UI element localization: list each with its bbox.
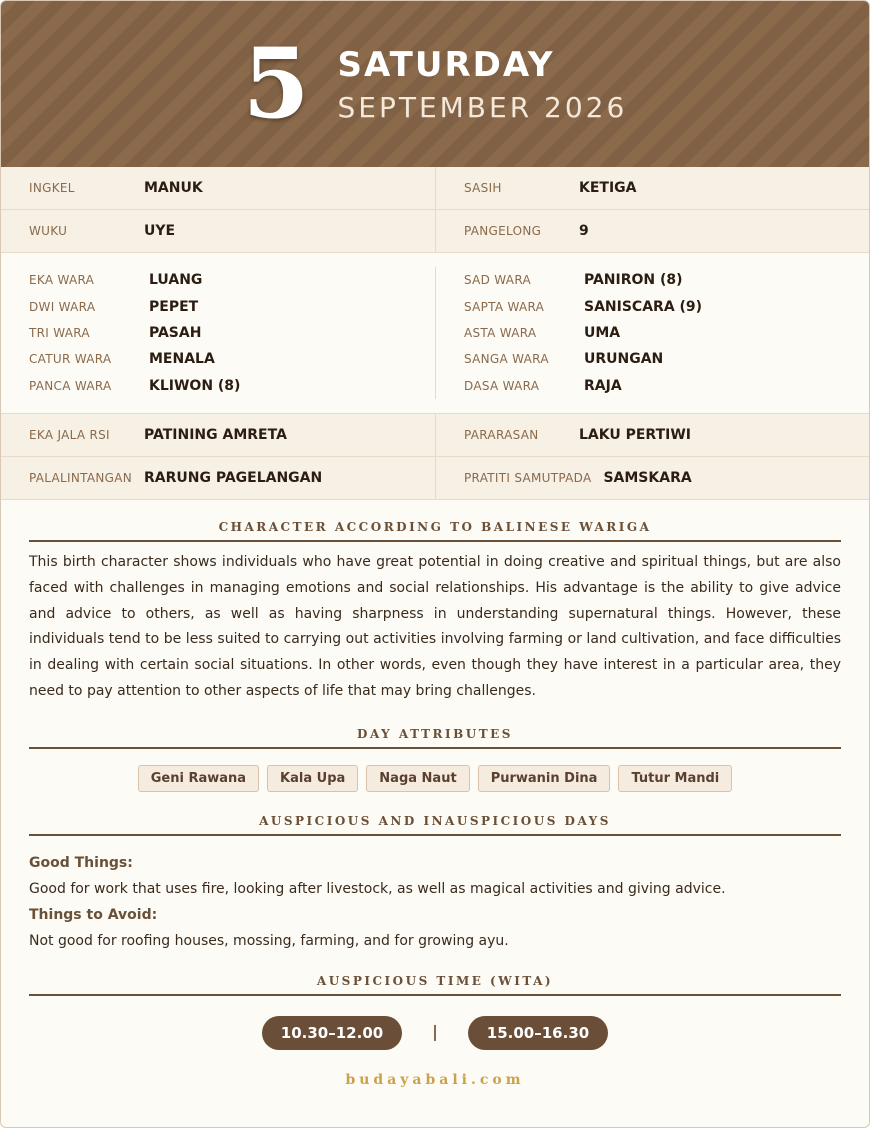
pangelong-label: PANGELONG: [464, 224, 542, 238]
pangelong-value: 9: [579, 223, 589, 239]
wara-right-column: [435, 267, 869, 399]
wara-row: DWI WARA PEPET: [29, 298, 199, 315]
wuku-value: UYE: [144, 223, 176, 239]
wara-row: SAPTA WARA SANISCARA (9): [464, 298, 703, 315]
wara-row: EKA WARA LUANG: [29, 272, 203, 289]
eka-jala-rsi-label: EKA JALA RSI: [29, 427, 110, 442]
info-row-ingkel: [1, 167, 869, 210]
avoid-text: Not good for roofing houses, mossing, farming, and for growing ayu.: [29, 932, 509, 949]
wara-row: TRI WARA PASAH: [29, 324, 202, 341]
day-name: SATURDAY: [337, 44, 555, 85]
pararasan-value: LAKU PERTIWI: [579, 426, 691, 443]
pratiti-samutpada-value: SAMSKARA: [603, 469, 692, 486]
sasih-value: KETIGA: [579, 180, 637, 196]
good-heading: Good Things:: [29, 854, 133, 871]
wara-row: ASTA WARA UMA: [464, 324, 621, 341]
site-footer: budayabali.com: [345, 1071, 525, 1088]
attributes-title: DAY ATTRIBUTES: [29, 727, 841, 749]
info-row-wuku: [1, 210, 869, 253]
wara-row: PANCA WARA KLIWON (8): [29, 377, 241, 394]
wuku-label: WUKU: [29, 224, 68, 238]
wara-row: SAD WARA PANIRON (8): [464, 272, 683, 289]
character-description: This birth character shows individuals who have great potential in doing creative and spiritual things, but are also faced with challenges in managing emotions and social relationships. His advantage is the ability to give advice and advice to others, as well as having sharpness in understanding supernatural things. However, these individuals tend to be less suited to carrying out activities involving farming or land cultivation, and face difficulties in dealing with certain social situations. In other words, even though they have interest in a particular area, they need to pay attention to other aspects of life that may bring challenges.: [29, 553, 841, 699]
date-header: [1, 1, 869, 167]
eka-jala-rsi-value: PATINING AMRETA: [144, 426, 287, 443]
avoid-heading: Things to Avoid:: [29, 906, 158, 923]
ingkel-value: MANUK: [144, 180, 203, 196]
day-number: 5: [242, 27, 310, 140]
wara-row: SANGA WARA URUNGAN: [464, 351, 664, 368]
good-text: Good for work that uses fire, looking after livestock, as well as magical activities and giving advice.: [29, 880, 726, 897]
attribute-tag: Kala Upa: [267, 765, 358, 792]
palalintangan-label: PALALINTANGAN: [29, 470, 133, 485]
pratiti-samutpada-label: PRATITI SAMUTPADA: [464, 470, 592, 485]
character-title: CHARACTER ACCORDING TO BALINESE WARIGA: [29, 520, 841, 542]
time-slot-pill: 10.30–12.00: [262, 1016, 402, 1050]
wara-row: CATUR WARA MENALA: [29, 351, 215, 368]
good-bad-section: [1, 836, 869, 954]
attribute-tag: Naga Naut: [366, 765, 469, 792]
ingkel-label: INGKEL: [29, 181, 75, 195]
month-year: SEPTEMBER 2026: [337, 90, 628, 124]
wara-table: [1, 253, 869, 414]
palalintangan-value: RARUNG PAGELANGAN: [144, 469, 323, 486]
attribute-tags: [1, 765, 869, 792]
pararasan-label: PARARASAN: [464, 427, 539, 442]
time-slots: [1, 1016, 869, 1050]
info-row-palalintangan: [1, 457, 869, 500]
wara-left-column: [1, 267, 435, 399]
days-title: AUSPICIOUS AND INAUSPICIOUS DAYS: [29, 814, 841, 836]
attribute-tag: Purwanin Dina: [478, 765, 611, 792]
time-slot-pill: 15.00–16.30: [468, 1016, 608, 1050]
time-separator: [434, 1025, 436, 1041]
wara-row: DASA WARA RAJA: [464, 377, 622, 394]
time-title: AUSPICIOUS TIME (WITA): [29, 974, 841, 996]
sasih-label: SASIH: [464, 181, 502, 195]
attribute-tag: Tutur Mandi: [618, 765, 732, 792]
info-row-eka-jala-rsi: [1, 414, 869, 457]
attribute-tag: Geni Rawana: [138, 765, 259, 792]
